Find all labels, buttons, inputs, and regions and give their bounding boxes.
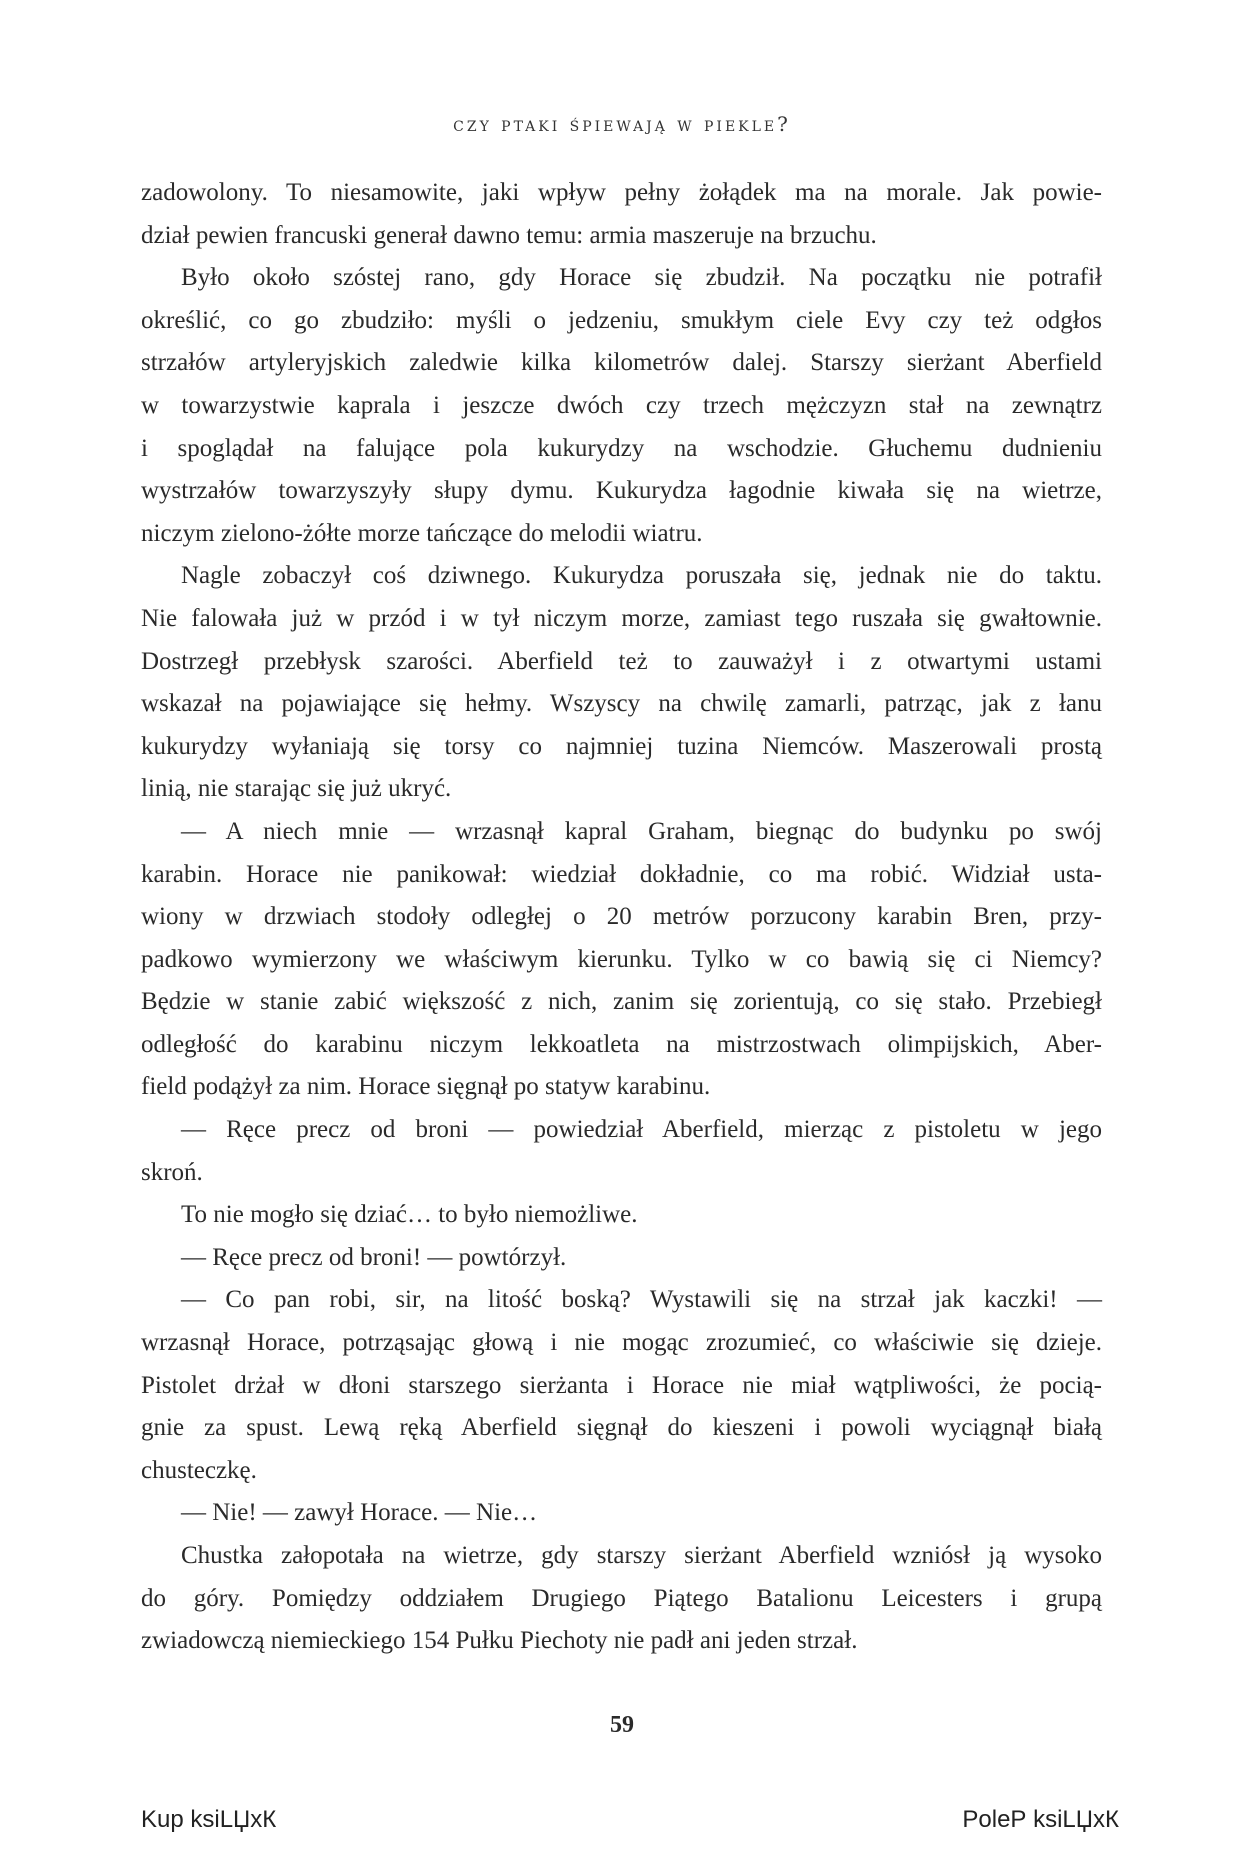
text-line: — A niech mnie — wrzasnął kapral Graham, biegnąc do budynku po swój [181,817,1102,845]
text-line: skroń. [141,1158,203,1186]
text-line: To nie mogło się dziać… to było niemożliwe. [181,1201,638,1229]
text-line: Będzie w stanie zabić większość z nich, zanim się zorientują, co się stało. Przebiegł [141,988,1102,1016]
text-line: linią, nie starając się już ukryć. [141,775,452,803]
text-line: niczym zielono-żółte morze tańczące do melodii wiatru. [141,519,703,547]
text-line: kukurydzy wyłaniają się torsy co najmniej tuzina Niemców. Maszerowali prostą [141,732,1102,760]
body-text [141,172,1102,1663]
text-line: Dostrzegł przebłysk szarości. Aberfield też to zauważył i z otwartymi ustami [141,647,1102,675]
text-line: wiony w drzwiach stodoły odległej o 20 metrów porzucony karabin Bren, przy- [141,903,1102,931]
text-line: wskazał na pojawiające się hełmy. Wszyscy na chwilę zamarli, patrząc, jak z łanu [141,690,1102,718]
text-line: — Nie! — zawył Horace. — Nie… [181,1499,538,1527]
text-line: Nagle zobaczył coś dziwnego. Kukurydza poruszała się, jednak nie do taktu. [181,562,1102,590]
text-line: gnie za spust. Lewą ręką Aberfield sięgnął do kieszeni i powoli wyciągnął białą [141,1414,1102,1442]
text-line: zadowolony. To niesamowite, jaki wpływ pełny żołądek ma na morale. Jak powie- [141,179,1102,206]
text-line: dział pewien francuski generał dawno temu: armia maszeruje na brzuchu. [141,221,877,249]
buy-book-link[interactable]: Kup ksiLЏxК [141,1806,277,1833]
text-line: padkowo wymierzony we właściwym kierunku. Tylko w co bawią się ci Niemcy? [141,945,1102,973]
text-line: wrzasnął Horace, potrząsając głową i nie mogąc zrozumieć, co właściwie się dzieje. [141,1329,1102,1357]
text-line: — Ręce precz od broni! — powtórzył. [181,1243,567,1271]
text-line: i spoglądał na falujące pola kukurydzy na wschodzie. Głuchemu dudnieniu [141,434,1102,462]
text-line: karabin. Horace nie panikował: wiedział dokładnie, co ma robić. Widział usta- [141,860,1102,888]
text-line: do góry. Pomiędzy oddziałem Drugiego Piątego Batalionu Leicesters i grupą [141,1584,1102,1612]
text-line: — Ręce precz od broni — powiedział Aberfield, mierząc z pistoletu w jego [181,1116,1102,1144]
text-line: strzałów artyleryjskich zaledwie kilka kilometrów dalej. Starszy sierżant Aberfield [141,349,1102,377]
text-line: field podążył za nim. Horace sięgnął po statyw karabinu. [141,1073,711,1101]
running-head: czy ptaki śpiewają w piekle? [453,112,791,136]
text-line: Chustka załopotała na wietrze, gdy starszy sierżant Aberfield wzniósł ją wysoko [181,1542,1102,1569]
text-line: Było około szóstej rano, gdy Horace się zbudził. Na początku nie potrafił [181,264,1102,292]
text-line: chusteczkę. [141,1456,257,1484]
text-line: określić, co go zbudziło: myśli o jedzeniu, smukłym ciele Evy czy też odgłos [141,306,1102,334]
text-line: odległość do karabinu niczym lekkoatleta na mistrzostwach olimpijskich, Aber- [141,1030,1102,1058]
recommend-book-link[interactable]: PoleР ksiLЏxК [962,1806,1119,1833]
text-line: wystrzałów towarzyszyły słupy dymu. Kukurydza łagodnie kiwała się na wietrze, [141,477,1102,505]
text-line: Pistolet drżał w dłoni starszego sierżanta i Horace nie miał wątpliwości, że pocią- [141,1371,1102,1399]
page-number: 59 [610,1712,634,1738]
text-line: w towarzystwie kaprala i jeszcze dwóch czy trzech mężczyzn stał na zewnątrz [141,391,1102,419]
text-line: zwiadowczą niemieckiego 154 Pułku Piechoty nie padł ani jeden strzał. [141,1627,858,1655]
text-line: — Co pan robi, sir, na litość boską? Wystawili się na strzał jak kaczki! — [181,1286,1102,1314]
text-line: Nie falowała już w przód i w tył niczym morze, zamiast tego ruszała się gwałtownie. [141,604,1102,632]
